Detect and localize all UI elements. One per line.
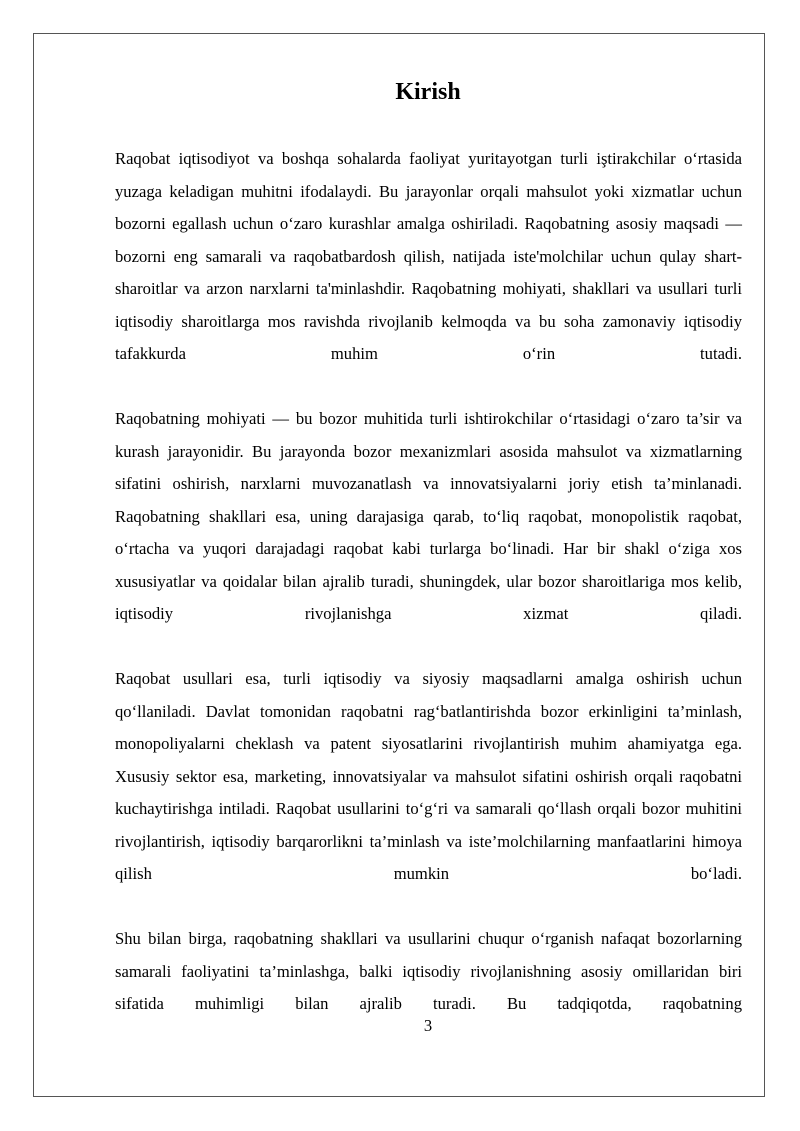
page-title: Kirish xyxy=(395,79,461,105)
page-number: 3 xyxy=(423,1016,433,1035)
paragraph-1: Raqobat iqtisodiyot va boshqa sohalarda faoliyat yuritayotgan turli iştirakchilar o‘rtasida yuzaga keladigan muhitni ifodalaydi. Bu jarayonlar orqali mahsulot yoki xizmatlar uchun bozorni egallash uchun o‘zaro kurashlar amalga oshiriladi. Raqobatning asosiy maqsadi — bozorni eng samarali va raqobatbardosh qilish, natijada iste'molchilar uchun qulay shart-sharoitlar va arzon narxlarni ta'minlashdir. Raqobatning mohiyati, shakllari va usullari turli iqtisodiy sharoitlarga mos ravishda rivojlanib kelmoqda va bu soha zamonaviy iqtisodiy tafakkurda muhim o‘rin tutadi. xyxy=(115,149,742,363)
paragraph-2: Raqobatning mohiyati — bu bozor muhitida turli ishtirokchilar o‘rtasidagi o‘zaro ta’sir va kurash jarayonidir. Bu jarayonda bozor mexanizmlari asosida mahsulot va xizmatlarning sifatini oshirish, narxlarni muvozanatlash va innovatsiyalarni joriy etish ta’minlanadi. Raqobatning shakllari esa, uning darajasiga qarab, to‘liq raqobat, monopolistik raqobat, o‘rtacha va yuqori darajadagi raqobat kabi turlarga bo‘linadi. Har bir shakl o‘ziga xos xususiyatlar va qoidalar bilan ajralib turadi, shuningdek, ular bozor sharoitlariga mos kelib, iqtisodiy rivojlanishga xizmat qiladi. xyxy=(115,409,742,623)
paragraph-4: Shu bilan birga, raqobatning shakllari va usullarini chuqur o‘rganish nafaqat bozorlarning samarali faoliyatini ta’minlashga, balki iqtisodiy rivojlanishning asosiy omillaridan biri sifatida muhimligi bilan ajralib turadi. Bu tadqiqotda, raqobatning xyxy=(115,929,742,1013)
paragraph-3: Raqobat usullari esa, turli iqtisodiy va siyosiy maqsadlarni amalga oshirish uchun qo‘llaniladi. Davlat tomonidan raqobatni rag‘batlantirishda bozor erkinligini ta’minlash, monopoliyalarni cheklash va patent siyosatlarini rivojlantirish muhim ahamiyatga ega. Xususiy sektor esa, marketing, innovatsiyalar va mahsulot sifatini oshirish orqali raqobatni kuchaytirishga intiladi. Raqobat usullarini to‘g‘ri va samarali qo‘llash orqali bozor muhitini rivojlantirish, iqtisodiy barqarorlikni ta’minlash va iste’molchilarning manfaatlarini himoya qilish mumkin bo‘ladi. xyxy=(115,669,742,883)
document-body xyxy=(115,143,742,1053)
